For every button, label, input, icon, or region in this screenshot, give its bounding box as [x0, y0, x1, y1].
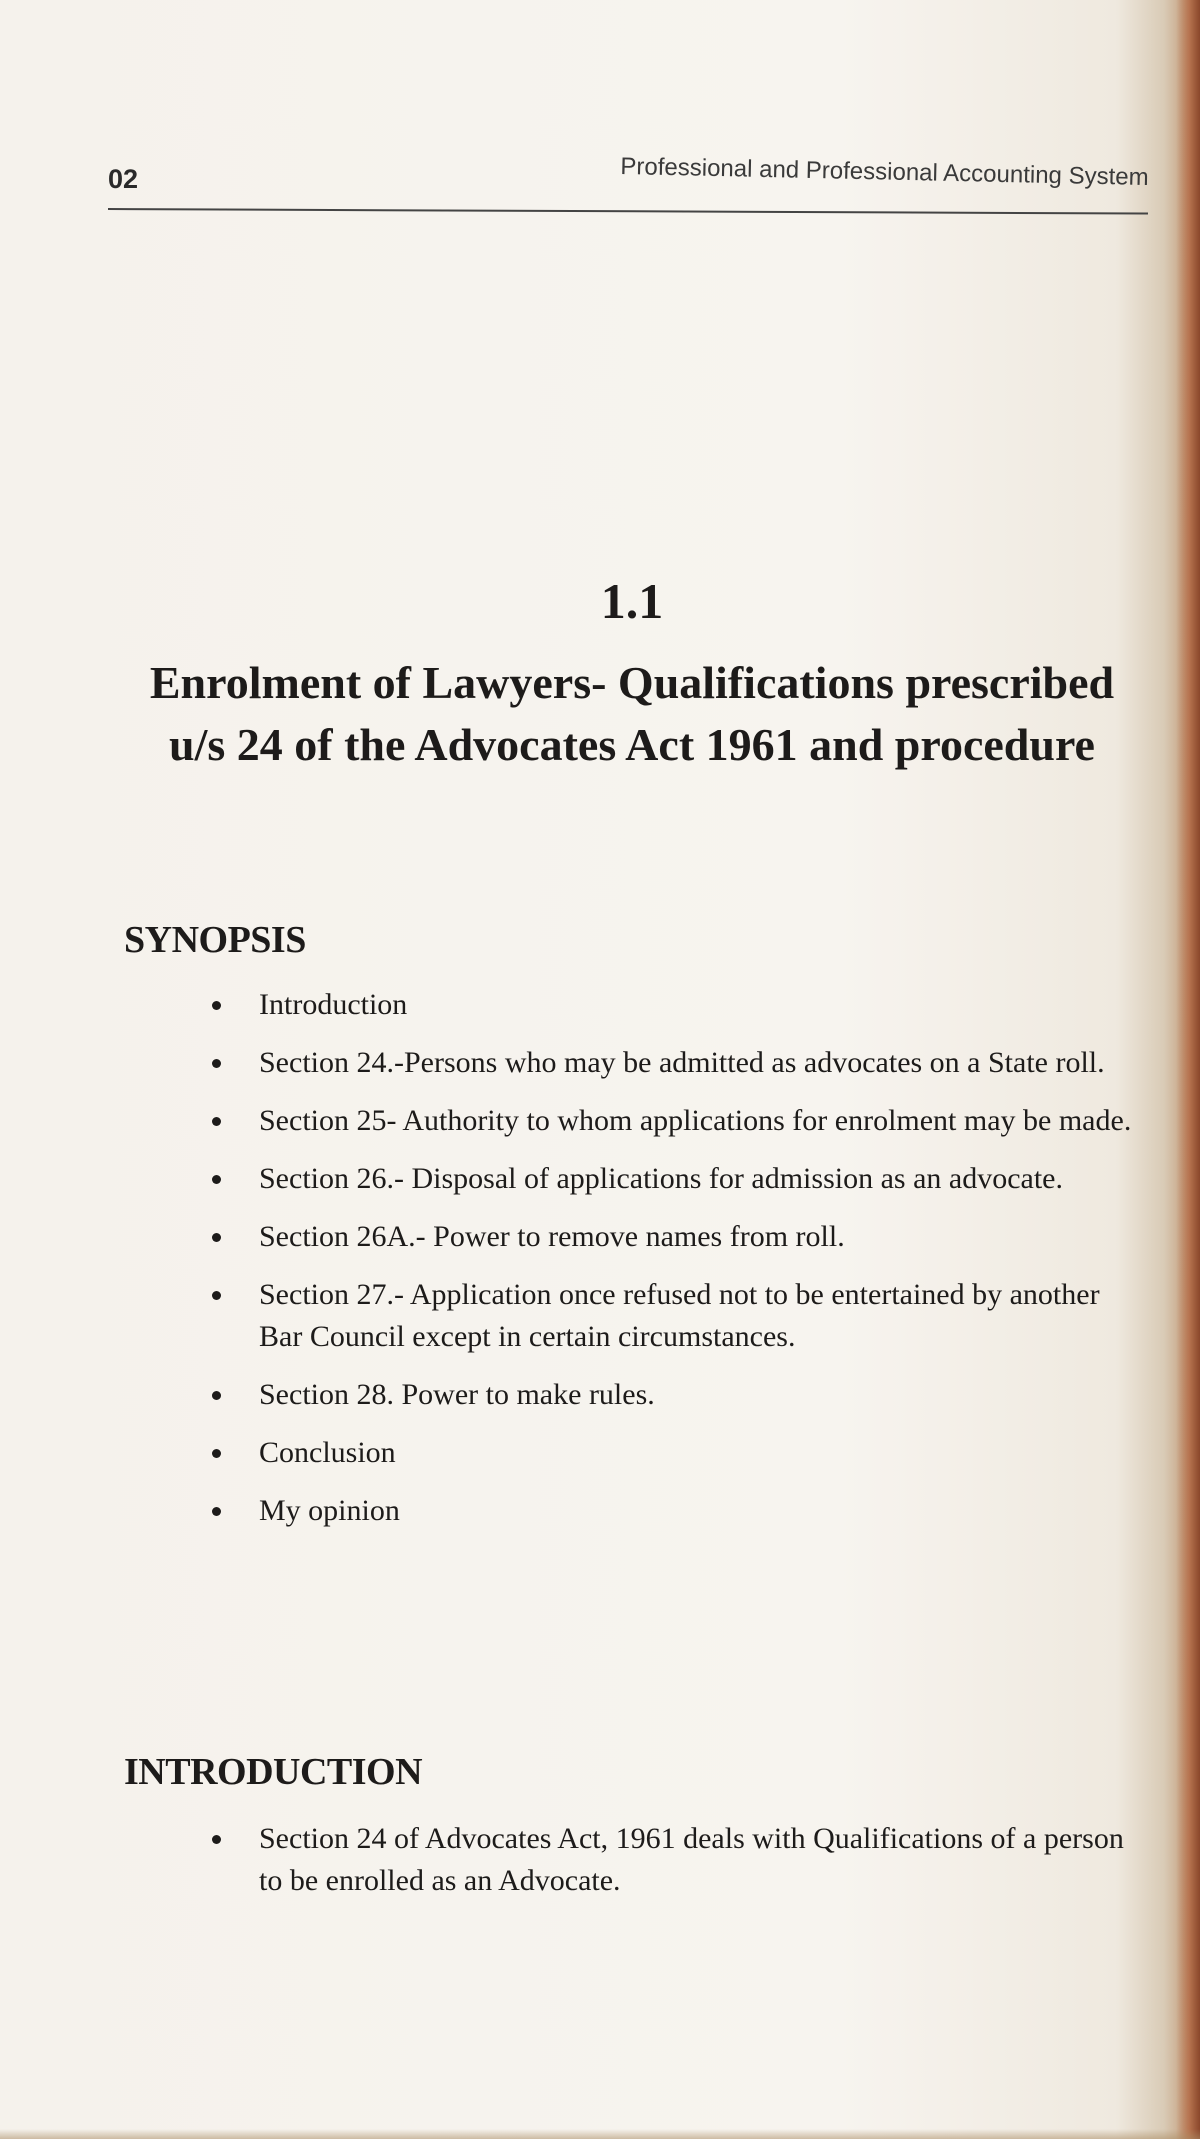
page-bottom-edge [0, 2129, 1200, 2139]
synopsis-item: Section 26A.- Power to remove names from roll. [200, 1216, 1150, 1258]
page-edge-shadow [1176, 0, 1200, 2139]
chapter-title: Enrolment of Lawyers- Qualifications prescribed u/s 24 of the Advocates Act 1961 and procedure [149, 657, 1115, 770]
introduction-heading: INTRODUCTION [124, 1751, 423, 1793]
introduction-item: Section 24 of Advocates Act, 1961 deals with Qualifications of a person to be enrolled as an Advocate. [200, 1818, 1150, 1902]
synopsis-item: Section 28. Power to make rules. [200, 1374, 1150, 1416]
synopsis-heading: SYNOPSIS [124, 919, 306, 961]
running-head: Professional and Professional Accounting System [619, 152, 1149, 192]
synopsis-item: Section 25- Authority to whom applications for enrolment may be made. [200, 1100, 1150, 1142]
chapter-number: 1.1 [600, 573, 664, 629]
synopsis-item: Conclusion [200, 1432, 1150, 1474]
synopsis-item: Section 27.- Application once refused not to be entertained by another Bar Council except in certain circumstances. [200, 1274, 1150, 1358]
synopsis-item: Section 24.-Persons who may be admitted as advocates on a State roll. [200, 1042, 1150, 1084]
synopsis-item: Introduction [200, 984, 1150, 1026]
synopsis-item: Section 26.- Disposal of applications for admission as an advocate. [200, 1158, 1150, 1200]
page-header [108, 152, 1149, 210]
introduction-list [200, 1818, 1150, 1918]
synopsis-item: My opinion [200, 1490, 1150, 1532]
synopsis-list [200, 984, 1150, 1548]
page-number: 02 [108, 164, 139, 194]
